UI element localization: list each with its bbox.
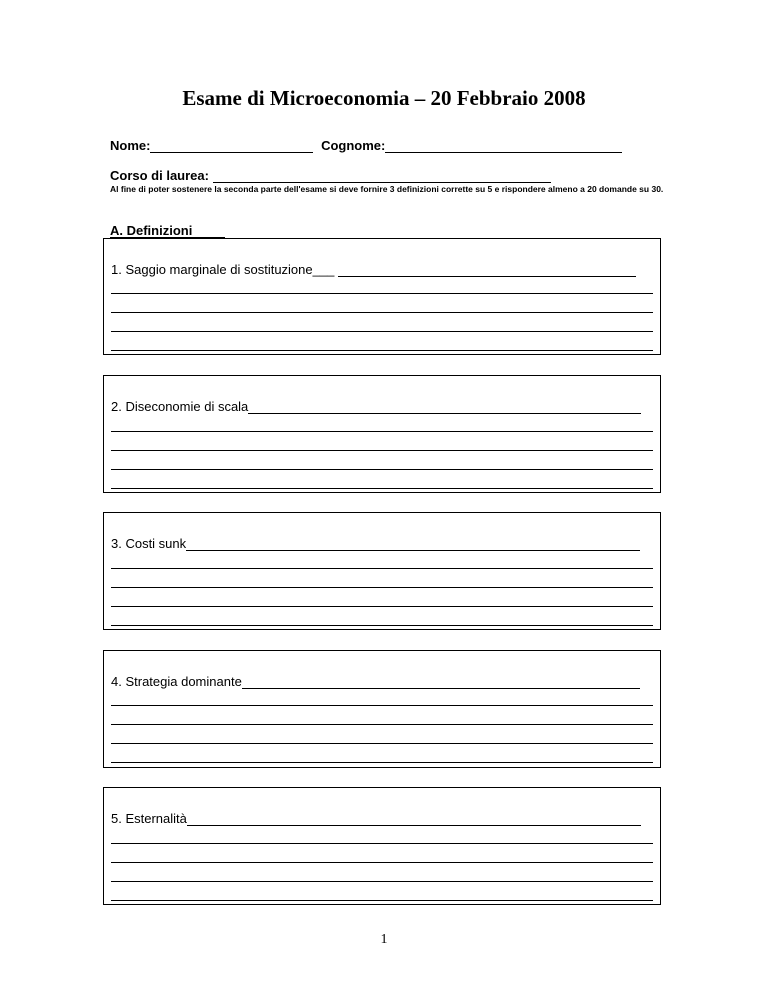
instructions-text: Al fine di poter sostenere la seconda parte dell'esame si deve fornire 3 definizioni corrette su 5 e rispondere almeno a 20 domande su 30. (110, 184, 664, 194)
answer-line[interactable] (111, 293, 653, 294)
definition-label-2: 2. Diseconomie di scala (111, 399, 249, 414)
definition-box-2 (103, 375, 661, 493)
exam-title: Esame di Microeconomia – 20 Febbraio 2008 (182, 86, 586, 110)
answer-line[interactable] (111, 568, 653, 569)
definition-answer-line-5[interactable] (187, 813, 641, 826)
definition-label-4: 4. Strategia dominante (111, 674, 242, 689)
definition-answer-line-4[interactable] (242, 676, 640, 689)
answer-line[interactable] (111, 743, 653, 744)
definition-box-1 (103, 238, 661, 355)
answer-line[interactable] (111, 350, 653, 351)
corso-field[interactable] (213, 170, 551, 183)
answer-line[interactable] (111, 331, 653, 332)
section-title: A. Definizioni (110, 223, 193, 238)
definition-answer-line-3[interactable] (186, 538, 640, 551)
definition-label-1: 1. Saggio marginale di sostituzione___ (111, 262, 338, 277)
definition-answer-line-2[interactable] (248, 401, 641, 414)
page-number: 1 (380, 932, 388, 947)
corso-row (110, 168, 551, 183)
corso-label: Corso di laurea: (110, 168, 209, 183)
answer-line[interactable] (111, 587, 653, 588)
answer-line[interactable] (111, 606, 653, 607)
answer-line[interactable] (111, 881, 653, 882)
answer-line[interactable] (111, 724, 653, 725)
definition-box-4 (103, 650, 661, 768)
cognome-label: Cognome: (321, 138, 386, 153)
definition-answer-line-1[interactable] (338, 264, 636, 277)
answer-line[interactable] (111, 431, 653, 432)
nome-label: Nome: (110, 138, 151, 153)
answer-line[interactable] (111, 843, 653, 844)
nome-cognome-row (110, 138, 622, 153)
answer-line[interactable] (111, 705, 653, 706)
answer-line[interactable] (111, 862, 653, 863)
answer-line[interactable] (111, 625, 653, 626)
definition-box-3 (103, 512, 661, 630)
answer-line[interactable] (111, 450, 653, 451)
cognome-field[interactable] (385, 140, 622, 153)
answer-line[interactable] (111, 469, 653, 470)
definition-box-5 (103, 787, 661, 905)
answer-line[interactable] (111, 900, 653, 901)
nome-field[interactable] (150, 140, 313, 153)
definition-label-3: 3. Costi sunk (111, 536, 187, 551)
answer-line[interactable] (111, 762, 653, 763)
answer-line[interactable] (111, 488, 653, 489)
definition-label-5: 5. Esternalità (111, 811, 187, 826)
answer-line[interactable] (111, 312, 653, 313)
